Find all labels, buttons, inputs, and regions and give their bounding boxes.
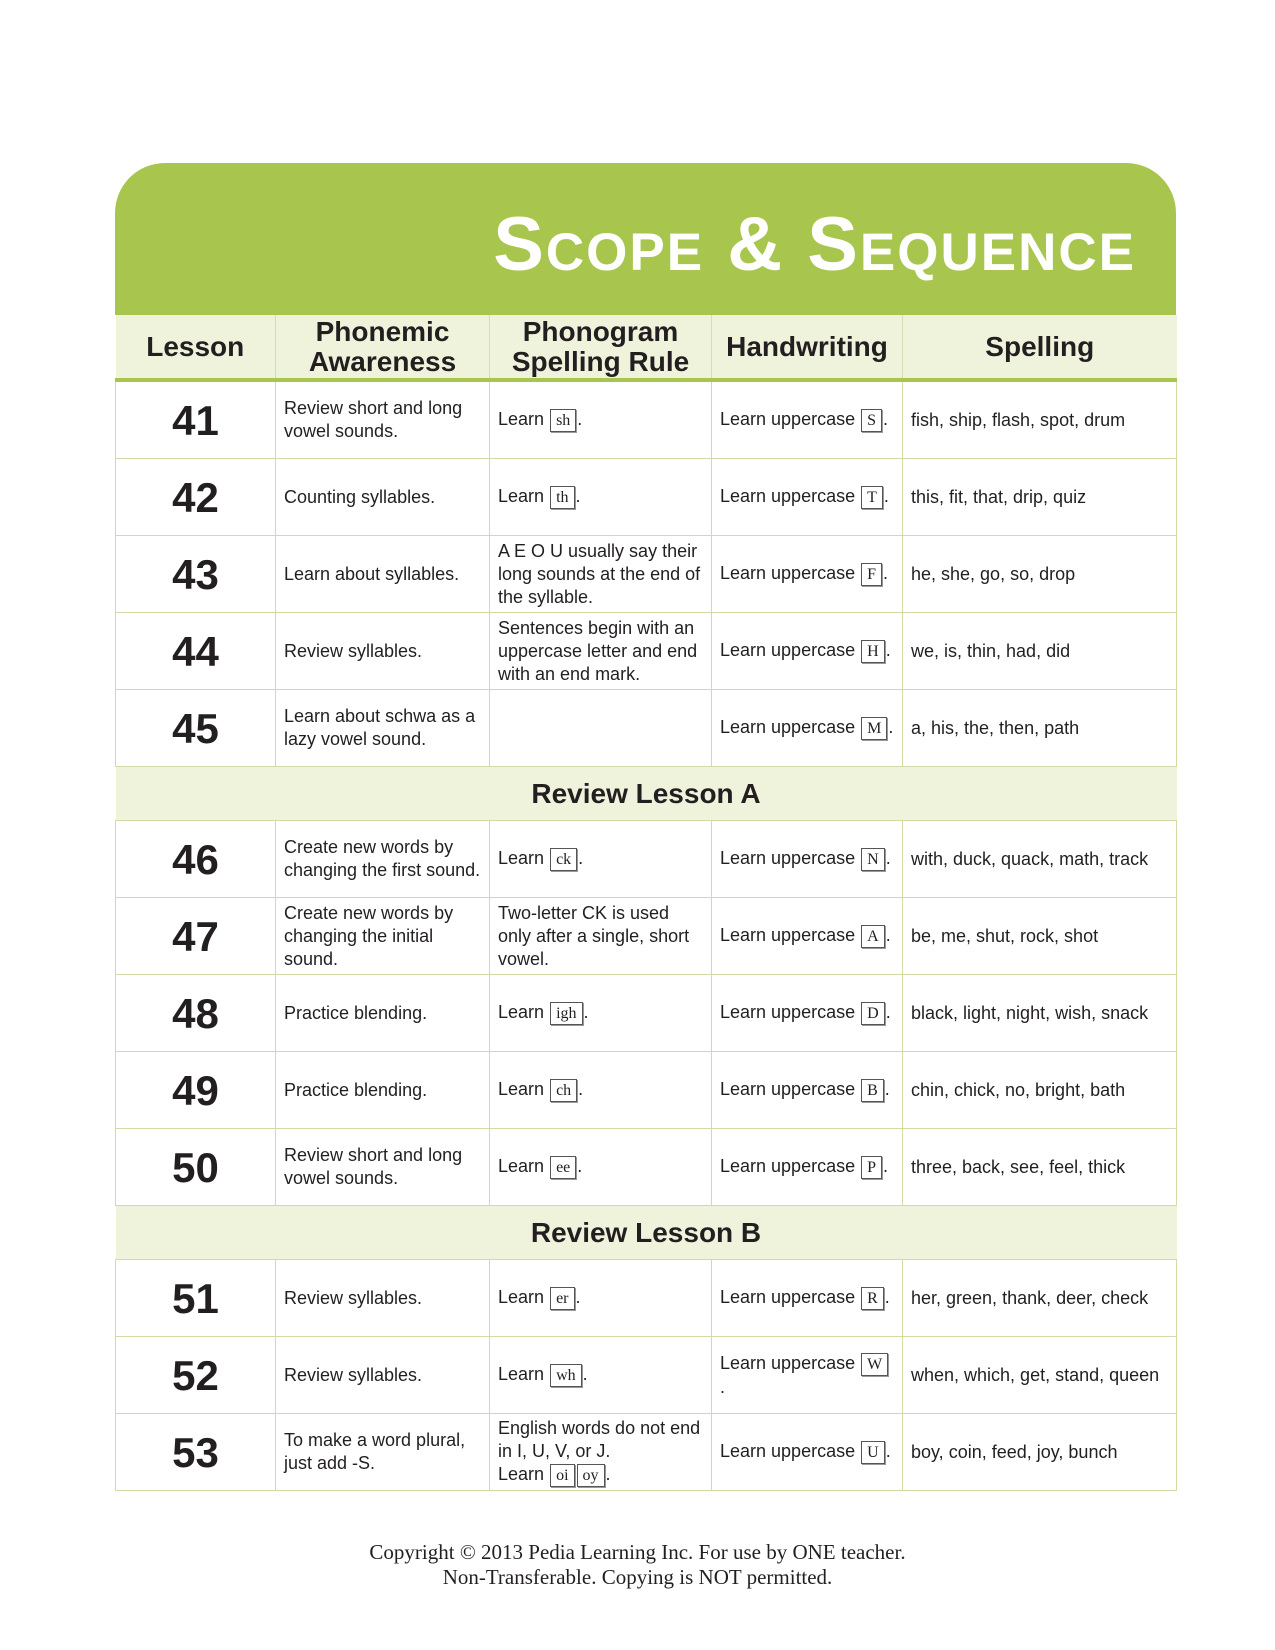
handwriting-label: Learn uppercase (720, 409, 856, 429)
rule-text: A E O U usually say their long sounds at the end of the syllable. (498, 540, 701, 607)
phonemic-awareness-cell: Learn about syllables. (276, 536, 490, 613)
handwriting-label: Learn uppercase (720, 1441, 856, 1461)
phonogram-rule-cell (490, 1129, 712, 1206)
handwriting-cell: Learn uppercase F . (712, 536, 903, 613)
spelling-words: black, light, night, wish, snack (903, 975, 1177, 1052)
col-header-handwriting: Handwriting (712, 315, 903, 380)
handwriting-cell: Learn uppercase A . (712, 898, 903, 975)
learn-phonogram: Learn oi oy . (498, 1463, 703, 1487)
lesson-number: 53 (116, 1414, 276, 1491)
learn-label: Learn (498, 1364, 545, 1384)
phonogram-box: ee (550, 1156, 576, 1179)
lesson-number: 44 (116, 613, 276, 690)
learn-phonogram: Learn sh . (498, 408, 703, 432)
copyright-footer (0, 1540, 1275, 1590)
letter-box: P (861, 1156, 882, 1179)
col-header-phonogram-rule: Phonogram Spelling Rule (490, 315, 712, 380)
phonemic-awareness-cell: Create new words by changing the initial sound. (276, 898, 490, 975)
spelling-words: we, is, thin, had, did (903, 613, 1177, 690)
col-header-lesson: Lesson (116, 315, 276, 380)
phonemic-awareness-cell: To make a word plural, just add -S. (276, 1414, 490, 1491)
phonemic-awareness-cell: Review syllables. (276, 613, 490, 690)
handwriting-cell: Learn uppercase S . (712, 380, 903, 459)
spelling-words: with, duck, quack, math, track (903, 821, 1177, 898)
handwriting-label: Learn uppercase (720, 848, 856, 868)
lesson-number: 48 (116, 975, 276, 1052)
letter-box: D (861, 1002, 885, 1025)
phonemic-awareness-cell: Practice blending. (276, 975, 490, 1052)
learn-label: Learn (498, 1002, 545, 1022)
lesson-number: 49 (116, 1052, 276, 1129)
header-row (116, 315, 1177, 380)
phonogram-box: wh (550, 1364, 582, 1387)
lesson-number: 52 (116, 1337, 276, 1414)
handwriting-cell: Learn uppercase D . (712, 975, 903, 1052)
review-lesson-title: Review Lesson A (116, 767, 1177, 821)
handwriting-cell: Learn uppercase H . (712, 613, 903, 690)
letter-box: U (861, 1441, 885, 1464)
phonogram-rule-cell (490, 1414, 712, 1491)
table-row (116, 821, 1177, 898)
phonemic-awareness-cell: Create new words by changing the first sound. (276, 821, 490, 898)
table-row (116, 1414, 1177, 1491)
spelling-words: her, green, thank, deer, check (903, 1260, 1177, 1337)
letter-box: S (861, 409, 882, 432)
table-row (116, 1129, 1177, 1206)
spelling-words: a, his, the, then, path (903, 690, 1177, 767)
handwriting-cell: Learn uppercase R . (712, 1260, 903, 1337)
handwriting-cell: Learn uppercase M . (712, 690, 903, 767)
phonemic-awareness-cell: Review short and long vowel sounds. (276, 380, 490, 459)
handwriting-label: Learn uppercase (720, 717, 856, 737)
spelling-words: three, back, see, feel, thick (903, 1129, 1177, 1206)
learn-label: Learn (498, 848, 545, 868)
table-row (116, 1337, 1177, 1414)
phonemic-awareness-cell: Review syllables. (276, 1260, 490, 1337)
phonogram-box: th (550, 486, 574, 509)
phonogram-box: ch (550, 1079, 577, 1102)
phonogram-box: ck (550, 848, 577, 871)
page-title: Scope & Sequence (493, 202, 1136, 287)
learn-label: Learn (498, 409, 545, 429)
handwriting-label: Learn uppercase (720, 1287, 856, 1307)
phonogram-rule-cell (490, 380, 712, 459)
handwriting-label: Learn uppercase (720, 1156, 856, 1176)
phonogram-box: sh (550, 409, 576, 432)
handwriting-label: Learn uppercase (720, 1002, 856, 1022)
phonogram-rule-cell (490, 459, 712, 536)
handwriting-label: Learn uppercase (720, 563, 856, 583)
phonogram-box: oy (577, 1464, 605, 1487)
phonemic-awareness-cell: Review short and long vowel sounds. (276, 1129, 490, 1206)
letter-box: R (861, 1287, 884, 1310)
learn-phonogram: Learn ch . (498, 1078, 703, 1102)
col-header-phonemic-awareness: Phonemic Awareness (276, 315, 490, 380)
handwriting-label: Learn uppercase (720, 486, 856, 506)
handwriting-cell: Learn uppercase B . (712, 1052, 903, 1129)
letter-box: H (861, 640, 885, 663)
phonogram-rule-cell (490, 975, 712, 1052)
lesson-number: 46 (116, 821, 276, 898)
handwriting-label: Learn uppercase (720, 1352, 856, 1373)
handwriting-cell: Learn uppercase N . (712, 821, 903, 898)
letter-box: W (861, 1353, 888, 1376)
letter-box: F (861, 563, 882, 586)
learn-phonogram: Learn th . (498, 485, 703, 509)
table-row (116, 459, 1177, 536)
lesson-number: 50 (116, 1129, 276, 1206)
lesson-number: 41 (116, 380, 276, 459)
lesson-number: 47 (116, 898, 276, 975)
phonemic-awareness-cell: Review syllables. (276, 1337, 490, 1414)
table-row (116, 690, 1177, 767)
phonogram-box: oi (550, 1464, 574, 1487)
lesson-number: 45 (116, 690, 276, 767)
learn-phonogram: Learn wh . (498, 1363, 703, 1387)
phonogram-rule-cell (490, 1337, 712, 1414)
phonogram-rule-cell (490, 1052, 712, 1129)
phonogram-rule-cell (490, 690, 712, 767)
learn-phonogram: Learn ee . (498, 1155, 703, 1179)
table-row (116, 975, 1177, 1052)
review-lesson-row (116, 767, 1177, 821)
rule-text: English words do not end in I, U, V, or J. (498, 1418, 701, 1461)
copyright-line-2: Non-Transferable. Copying is NOT permitted. (442, 1565, 833, 1589)
phonemic-awareness-cell: Learn about schwa as a lazy vowel sound. (276, 690, 490, 767)
letter-box: B (861, 1079, 884, 1102)
table-row (116, 380, 1177, 459)
phonogram-rule-cell (490, 821, 712, 898)
table-row (116, 536, 1177, 613)
learn-label: Learn (498, 1079, 545, 1099)
title-banner (115, 163, 1176, 315)
review-lesson-row (116, 1206, 1177, 1260)
table-row (116, 1260, 1177, 1337)
review-lesson-title: Review Lesson B (116, 1206, 1177, 1260)
table-row (116, 1052, 1177, 1129)
learn-phonogram: Learn ck . (498, 847, 703, 871)
phonogram-rule-cell (490, 1260, 712, 1337)
learn-phonogram: Learn igh . (498, 1001, 703, 1025)
handwriting-label: Learn uppercase (720, 1079, 856, 1099)
handwriting-label: Learn uppercase (720, 925, 856, 945)
handwriting-label: Learn uppercase (720, 640, 856, 660)
lesson-number: 42 (116, 459, 276, 536)
spelling-words: when, which, get, stand, queen (903, 1337, 1177, 1414)
learn-phonogram: Learn er . (498, 1286, 703, 1310)
handwriting-cell: Learn uppercase W. (712, 1337, 903, 1414)
phonogram-rule-cell (490, 613, 712, 690)
spelling-words: be, me, shut, rock, shot (903, 898, 1177, 975)
spelling-words: this, fit, that, drip, quiz (903, 459, 1177, 536)
phonogram-box: igh (550, 1002, 582, 1025)
learn-label: Learn (498, 1156, 545, 1176)
handwriting-cell: Learn uppercase P . (712, 1129, 903, 1206)
learn-label: Learn (498, 1464, 545, 1484)
handwriting-cell: Learn uppercase U . (712, 1414, 903, 1491)
letter-box: A (861, 925, 885, 948)
col-header-spelling: Spelling (903, 315, 1177, 380)
phonogram-rule-cell (490, 898, 712, 975)
spelling-words: boy, coin, feed, joy, bunch (903, 1414, 1177, 1491)
lesson-number: 43 (116, 536, 276, 613)
spelling-words: fish, ship, flash, spot, drum (903, 380, 1177, 459)
scope-sequence-table (115, 315, 1177, 1491)
letter-box: M (861, 717, 887, 740)
rule-text: Sentences begin with an uppercase letter and end with an end mark. (498, 617, 698, 684)
spelling-words: he, she, go, so, drop (903, 536, 1177, 613)
copyright-line-1: Copyright © 2013 Pedia Learning Inc. For use by ONE teacher. (369, 1540, 906, 1564)
learn-label: Learn (498, 486, 545, 506)
learn-label: Learn (498, 1287, 545, 1307)
rule-text: Two-letter CK is used only after a single, short vowel. (498, 902, 690, 969)
handwriting-cell: Learn uppercase T . (712, 459, 903, 536)
letter-box: T (861, 486, 883, 509)
table-row (116, 613, 1177, 690)
spelling-words: chin, chick, no, bright, bath (903, 1052, 1177, 1129)
phonemic-awareness-cell: Counting syllables. (276, 459, 490, 536)
letter-box: N (861, 848, 885, 871)
lesson-number: 51 (116, 1260, 276, 1337)
table-row (116, 898, 1177, 975)
phonemic-awareness-cell: Practice blending. (276, 1052, 490, 1129)
phonogram-rule-cell (490, 536, 712, 613)
phonogram-box: er (550, 1287, 574, 1310)
